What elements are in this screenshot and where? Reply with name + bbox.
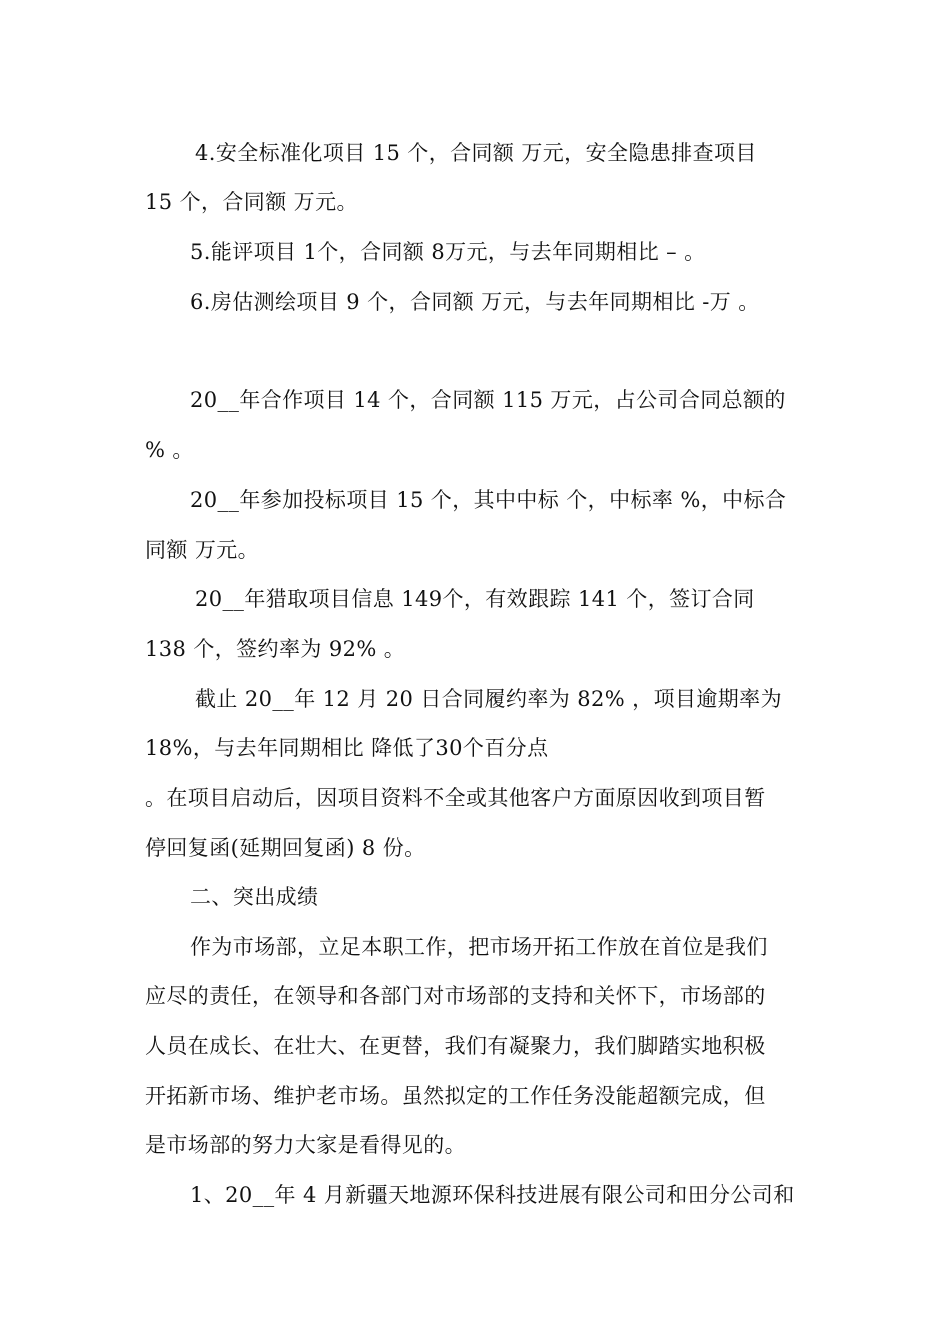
text-line: 人员在成长、在壮大、在更替，我们有凝聚力，我们脚踏实地积极	[145, 1034, 766, 1058]
section-heading: 二、突出成绩	[190, 885, 319, 909]
text-line: 开拓新市场、维护老市场。虽然拟定的工作任务没能超额完成，但	[145, 1084, 766, 1108]
text-line: 20__年合作项目 14 个，合同额 115 万元，占公司合同总额的	[190, 388, 786, 412]
text-line: 4.安全标准化项目 15 个，合同额 万元，安全隐患排查项目	[195, 141, 757, 165]
text-line: 应尽的责任，在领导和各部门对市场部的支持和关怀下，市场部的	[145, 984, 766, 1008]
text-line: 5.能评项目 1个，合同额 8万元，与去年同期相比 – 。	[190, 240, 706, 264]
text-line: 作为市场部，立足本职工作，把市场开拓工作放在首位是我们	[190, 935, 768, 959]
text-line: 20__年参加投标项目 15 个，其中中标 个，中标率 %，中标合	[190, 488, 787, 512]
text-line: % 。	[145, 438, 194, 462]
text-line: 同额 万元。	[145, 538, 260, 562]
text-line: 停回复函(延期回复函) 8 份。	[145, 836, 426, 860]
text-line: 138 个，签约率为 92% 。	[145, 637, 406, 661]
text-line: 。在项目启动后，因项目资料不全或其他客户方面原因收到项目暂	[145, 786, 766, 810]
text-line: 1、20__年 4 月新疆天地源环保科技进展有限公司和田分公司和	[190, 1183, 795, 1207]
text-line: 是市场部的努力大家是看得见的。	[145, 1133, 466, 1157]
text-line: 20__年猎取项目信息 149个，有效跟踪 141 个，签订合同	[195, 587, 755, 611]
text-line: 18%，与去年同期相比 降低了30个百分点	[145, 736, 549, 760]
text-line: 15 个，合同额 万元。	[145, 190, 358, 214]
text-line: 截止 20__年 12 月 20 日合同履约率为 82% ，项目逾期率为	[195, 687, 782, 711]
text-line: 6.房估测绘项目 9 个，合同额 万元，与去年同期相比 -万 。	[190, 290, 760, 314]
